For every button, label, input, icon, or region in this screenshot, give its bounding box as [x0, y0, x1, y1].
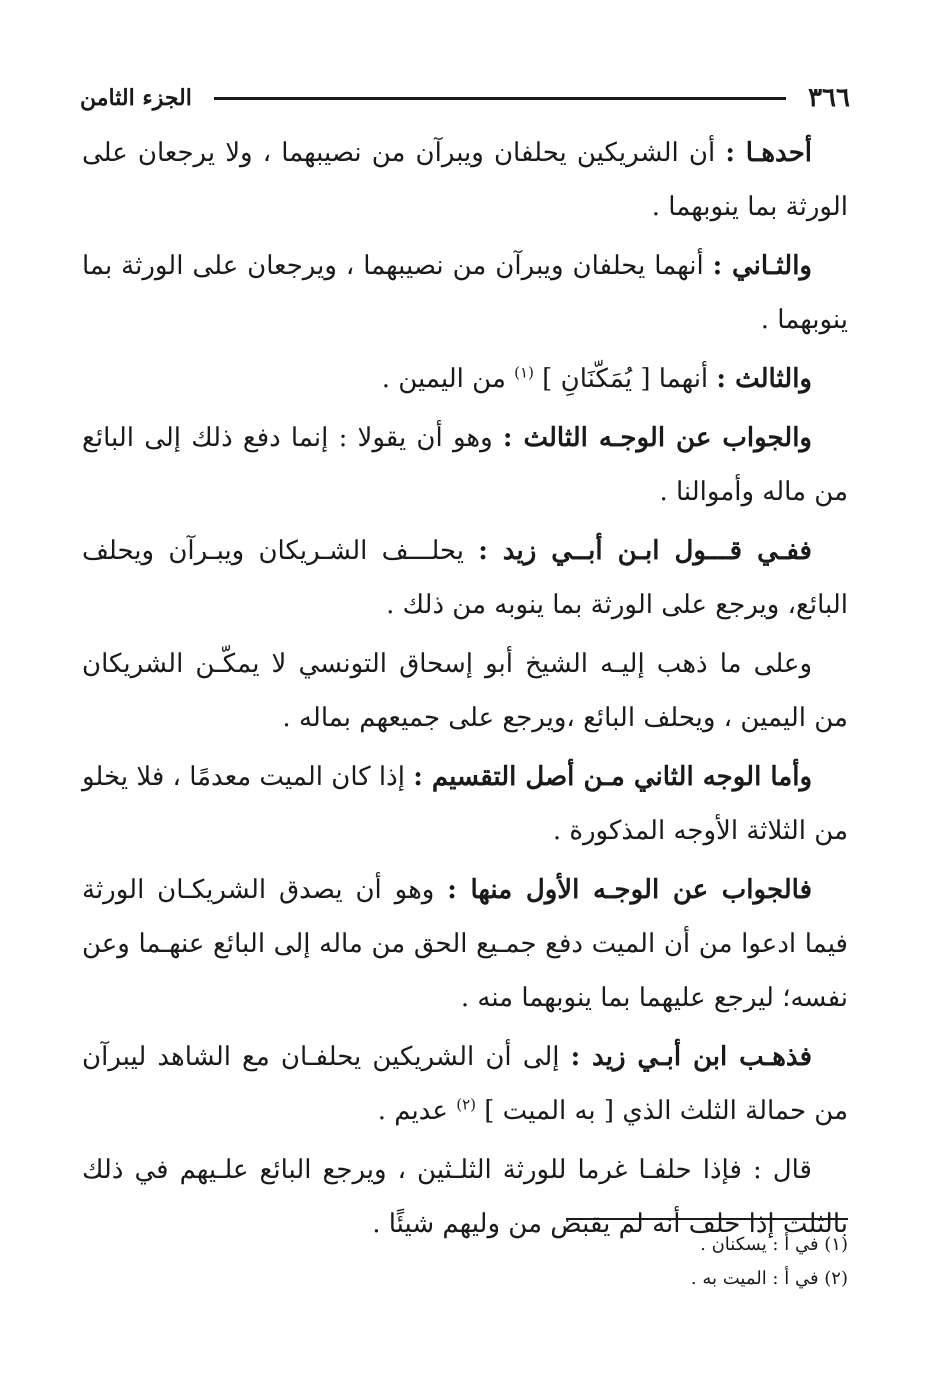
- paragraph-lead: فالجواب عن الوجـه الأول منها :: [447, 875, 812, 905]
- paragraph-text: أنهما [ يُمَكّنَانِ ]: [533, 364, 717, 394]
- paragraph-lead: والثالث :: [716, 364, 812, 394]
- main-text: [82, 126, 848, 1256]
- paragraph-text: وهو أن يصدق الشريكـان الورثة فيما ادعوا من أن الميت دفع جمـيع الحق من ماله إلى البائع عنهـما وعن نفسه؛ ليرجع عليهما بما ينوبهما منه .: [82, 875, 848, 1013]
- paragraph-lead: والثـاني :: [712, 251, 812, 281]
- paragraph-1: [82, 126, 848, 234]
- footnote-marker-2: (٢): [456, 1095, 476, 1114]
- footnotes: [82, 1228, 848, 1296]
- running-title: الجزء الثامن: [80, 85, 192, 111]
- paragraph-2: [82, 239, 848, 347]
- paragraph-3: [82, 352, 848, 406]
- paragraph-lead: وأما الوجه الثاني مـن أصل التقسيم :: [413, 762, 813, 792]
- paragraph-text: عديم .: [377, 1096, 457, 1126]
- paragraph-text: إذا كان الميت معدمًا ، فلا يخلو من الثلاثة الأوجه المذكورة .: [82, 762, 848, 846]
- header-rule: [214, 97, 786, 100]
- paragraph-lead: أحدهـا :: [725, 138, 812, 168]
- paragraph-text: وهو أن يقولا : إنما دفع ذلك إلى البائع من ماله وأموالنا .: [82, 423, 848, 507]
- footnote-marker-1: (١): [514, 363, 534, 382]
- paragraph-text: وعلى ما ذهب إليـه الشيخ أبو إسحاق التونسي لا يمكّـن الشريكان من اليمين ، ويحلف البائع ،ويرجع على جميعهم بماله .: [82, 649, 848, 733]
- footnote-1: (١) في أ : يسكنان .: [700, 1234, 848, 1255]
- paragraph-4: [82, 411, 848, 519]
- paragraph-text: يحلـــف الشـريكان ويبـرآن ويحلف البائع، ويرجع على الورثة بما ينوبه من ذلك .: [82, 536, 848, 620]
- page-number: ٣٦٦: [808, 83, 850, 113]
- paragraph-lead: ففـي قـــول ابـن أبــي زيد :: [478, 536, 812, 566]
- paragraph-text: إلى أن الشريكين يحلفـان مع الشاهد ليبرآن من حمالة الثلث الذي [ به الميت ]: [82, 1042, 848, 1126]
- footnote-2: (٢) في أ : الميت به .: [690, 1268, 848, 1289]
- paragraph-text: قال : فإذا حلفـا غرما للورثة الثلـثين ، ويرجع البائع علـيهم في ذلك بالثلث إذا حلف أنه لم يقبض من وليهم شيئًا .: [82, 1155, 848, 1239]
- paragraph-text: أن الشريكين يحلفان ويبرآن من نصيبهما ، ولا يرجعان على الورثة بما ينوبهما .: [82, 138, 848, 222]
- footnote-separator: [566, 1218, 848, 1220]
- paragraph-text: أنهما يحلفان ويبرآن من نصيبهما ، ويرجعان على الورثة بما ينوبهما .: [82, 251, 848, 335]
- paragraph-8: [82, 863, 848, 1025]
- paragraph-text: من اليمين .: [381, 364, 515, 394]
- paragraph-lead: والجواب عن الوجـه الثالث :: [502, 423, 812, 453]
- paragraph-5: [82, 524, 848, 632]
- page-header: [80, 78, 850, 118]
- paragraph-lead: فذهـب ابن أبـي زيد :: [570, 1042, 812, 1072]
- paragraph-6: [82, 637, 848, 745]
- paragraph-9: [82, 1030, 848, 1138]
- paragraph-7: [82, 750, 848, 858]
